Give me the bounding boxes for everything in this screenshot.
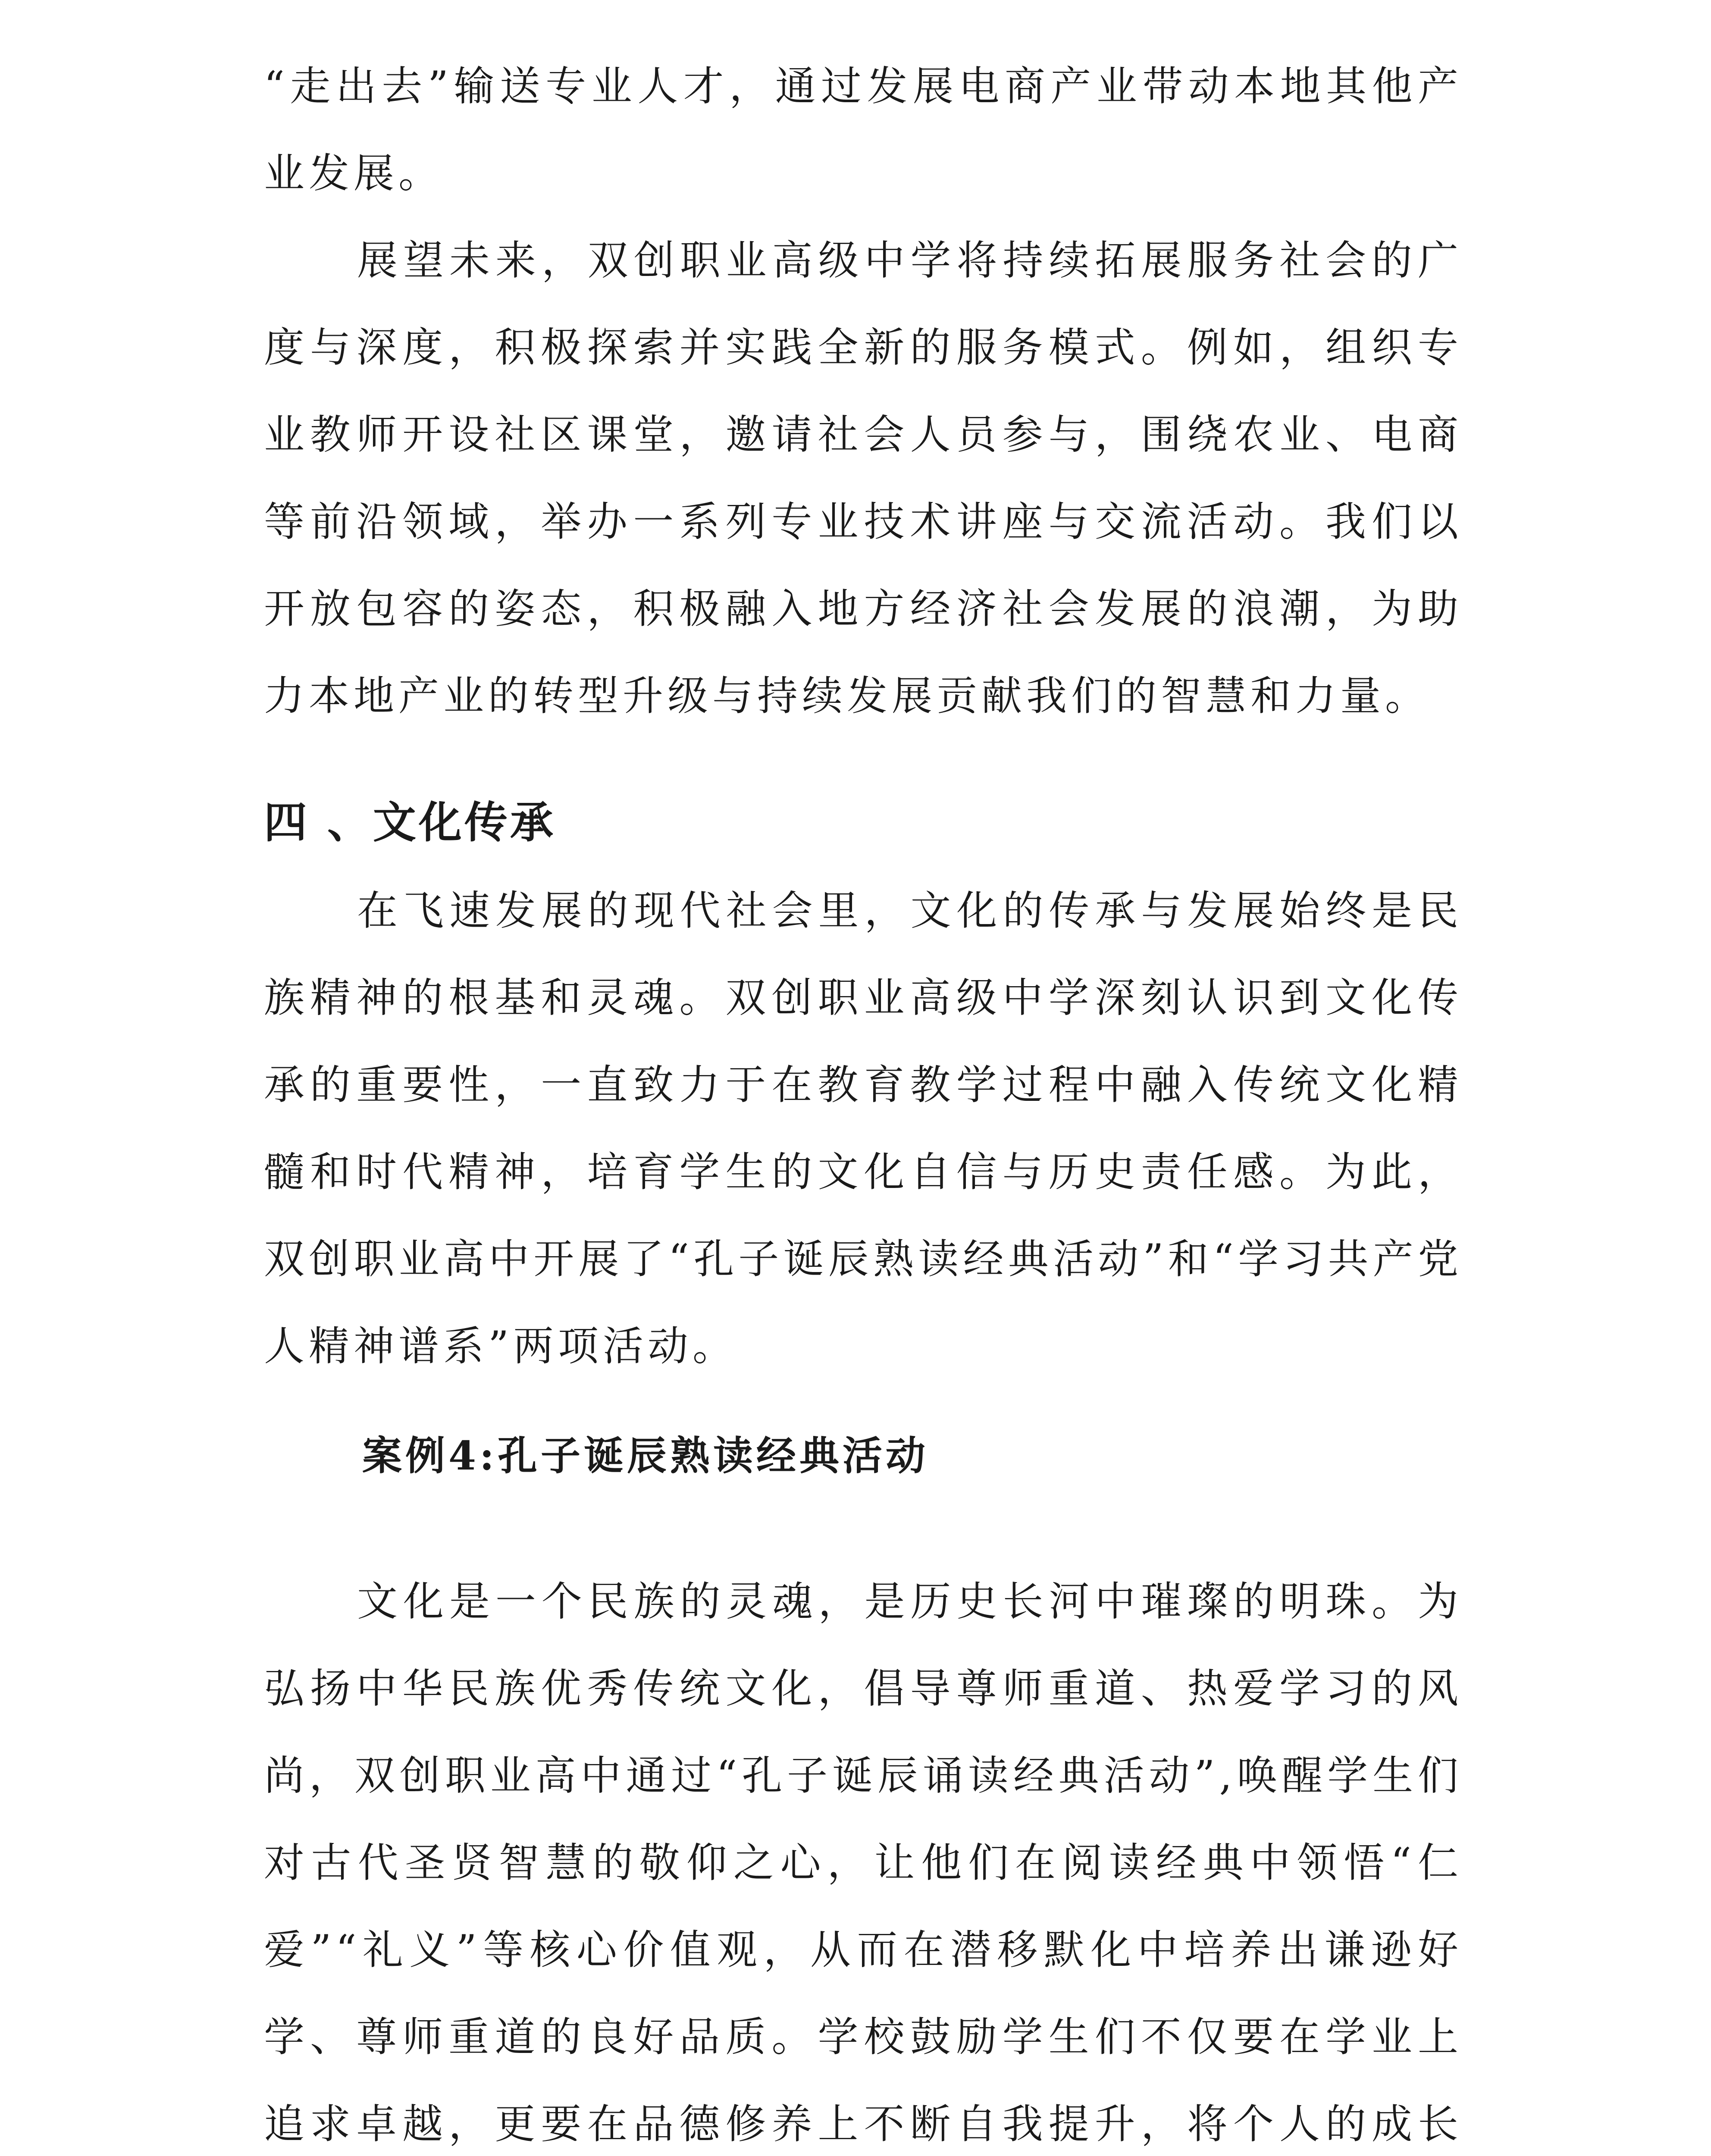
top-text-block (264, 43, 1463, 740)
section-text-block (264, 868, 1463, 1390)
case-text-block (264, 1558, 1463, 2156)
paragraph-culture-intro: 在飞速发展的现代社会里，文化的传承与发展始终是民族精神的根基和灵魂。双创职业高级中学深刻认识到文化传承的重要性，一直致力于在教育教学过程中融入传统文化精髓和时代精神，培育学生的文化自信与历史责任感。为此，双创职业高中开展了“孔子诞辰熟读经典活动”和“学习共产党人精神谱系”两项活动。 (264, 887, 1463, 1370)
paragraph-case-description: 文化是一个民族的灵魂，是历史长河中璀璨的明珠。为弘扬中华民族优秀传统文化，倡导尊师重道、热爱学习的风尚，双创职业高中通过“孔子诞辰诵读经典活动”,唤醒学生们对古代圣贤智慧的敬仰之心，让他们在阅读经典中领悟“仁爱”“礼义”等核心价值观，从而在潜移默化中培养出谦逊好学、尊师重道的良好品质。学校鼓励学生们不仅要在学业上追求卓越，更要在品德修养上不断自我提升，将个人的成长 (264, 1578, 1463, 2148)
section-heading-culture: 四 、文化传承 (264, 797, 556, 848)
case-heading: 案例4:孔子诞辰熟读经典活动 (362, 1432, 929, 1479)
paragraph-future-outlook: 展望未来，双创职业高级中学将持续拓展服务社会的广度与深度，积极探索并实践全新的服务模式。例如，组织专业教师开设社区课堂，邀请社会人员参与，围绕农业、电商等前沿领域，举办一系列专业技术讲座与交流活动。我们以开放包容的姿态，积极融入地方经济社会发展的浪潮，为助力本地产业的转型升级与持续发展贡献我们的智慧和力量。 (264, 237, 1463, 720)
paragraph-continuation: “走出去”输送专业人才，通过发展电商产业带动本地其他产业发展。 (264, 63, 1463, 197)
